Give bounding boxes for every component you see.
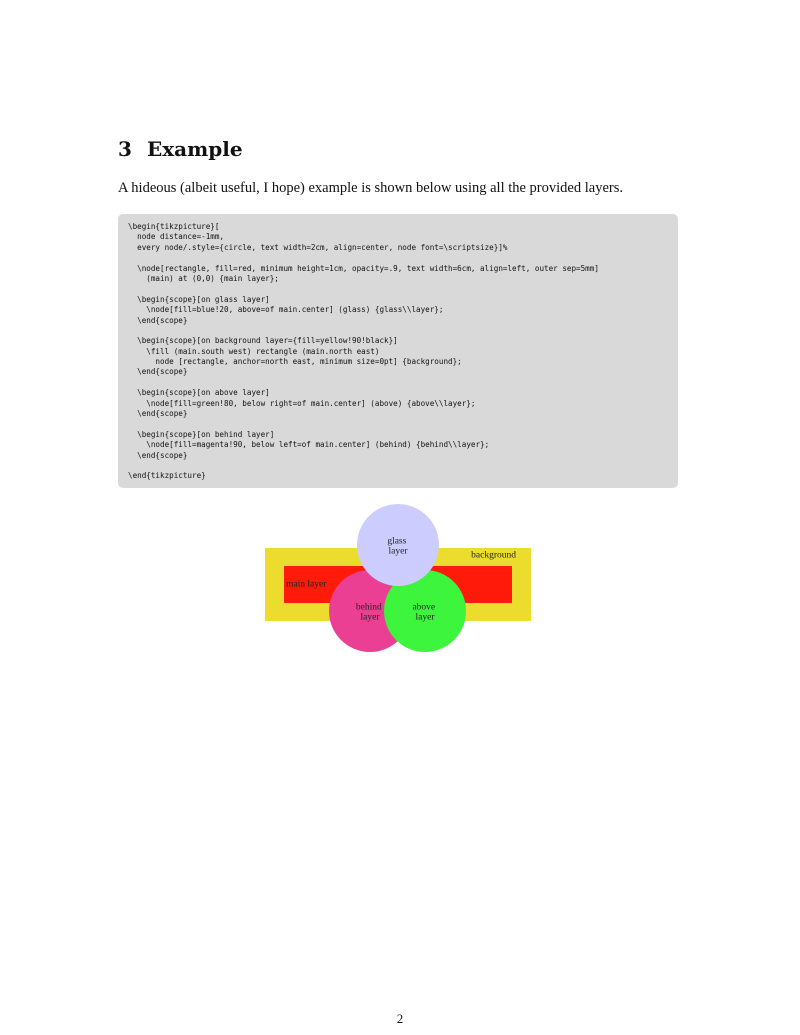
code-line: \end{scope} <box>128 315 188 325</box>
code-line: \begin{scope}[on glass layer] <box>128 294 270 304</box>
behind-label-line: layer <box>360 612 380 623</box>
code-line <box>128 378 668 388</box>
glass-label-line: glass <box>387 536 407 547</box>
page-number: 2 <box>396 1011 404 1026</box>
code-line: \begin{scope}[on behind layer] <box>128 429 275 439</box>
section-heading <box>118 136 243 162</box>
section-title: Example <box>147 137 243 161</box>
code-line: \node[rectangle, fill=red, minimum height=1cm, opacity=.9, text width=6cm, align=left, outer sep=5mm] <box>128 263 599 273</box>
code-line: \end{scope} <box>128 367 188 377</box>
code-line <box>128 253 668 263</box>
above-label-line: above <box>412 602 436 613</box>
code-line: \end{scope} <box>128 409 188 419</box>
code-line: \node[fill=magenta!90, below left=of main.center] (behind) {behind\\layer}; <box>128 440 490 450</box>
section-number: 3 <box>118 137 132 161</box>
code-line: \node[fill=green!80, below right=of main.center] (above) {above\\layer}; <box>128 398 476 408</box>
glass-layer-label <box>387 537 408 557</box>
code-line: \begin{tikzpicture}[ <box>128 222 220 231</box>
code-line: node [rectangle, anchor=north east, minimum size=0pt] {background}; <box>128 357 462 367</box>
main-layer-label: main layer <box>286 579 327 590</box>
intro-paragraph: A hideous (albeit useful, I hope) example is shown below using all the provided layers. <box>118 180 623 196</box>
behind-label-line: behind <box>355 602 382 613</box>
layers-diagram <box>263 502 533 656</box>
code-line: node distance=-1mm, <box>128 232 225 242</box>
code-line: (main) at (0,0) {main layer}; <box>128 273 279 283</box>
layers-figure <box>263 502 533 656</box>
glass-label-line: layer <box>388 546 408 557</box>
code-line: \node[fill=blue!20, above=of main.center] (glass) {glass\\layer}; <box>128 305 444 315</box>
code-line: \end{tikzpicture} <box>128 471 206 481</box>
code-line: every node/.style={circle, text width=2cm, align=center, node font=\scriptsize}]% <box>128 242 508 252</box>
code-line: \begin{scope}[on above layer] <box>128 388 270 398</box>
code-line: \begin{scope}[on background layer={fill=yellow!90!black}] <box>128 336 398 346</box>
code-line: \fill (main.south west) rectangle (main.north east) <box>128 346 380 356</box>
code-line <box>128 419 668 429</box>
above-layer-label <box>412 603 437 623</box>
code-line <box>128 461 668 471</box>
code-listing <box>118 214 678 488</box>
code-line <box>128 326 668 336</box>
background-label: background <box>471 550 516 561</box>
code-line <box>128 284 668 294</box>
above-label-line: layer <box>415 612 435 623</box>
code-line: \end{scope} <box>128 450 188 460</box>
